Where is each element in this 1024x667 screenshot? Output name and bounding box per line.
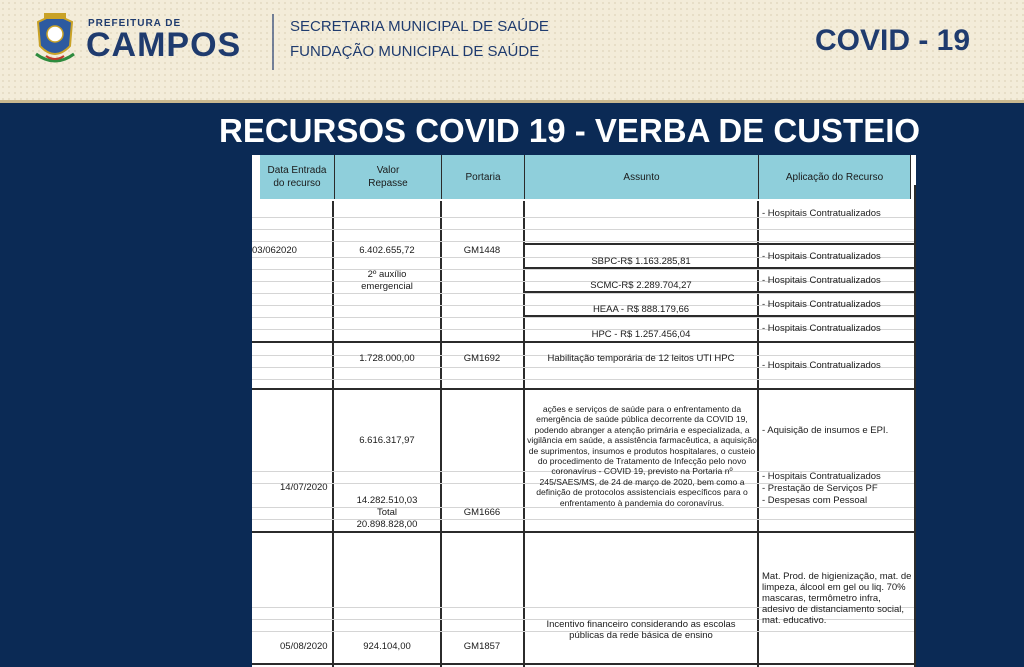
row-line bbox=[252, 317, 914, 318]
row1-aplicacao: - Hospitais Contratualizados bbox=[762, 299, 881, 310]
row2-aplicacao: - Hospitais Contratualizados bbox=[762, 360, 881, 371]
row3-valor-2: 14.282.510,03 bbox=[356, 495, 418, 506]
grid-line bbox=[252, 531, 914, 533]
row1-aplicacao: - Hospitais Contratualizados bbox=[762, 251, 881, 262]
row1-assunto-sbpc: SBPC-R$ 1.163.285,81 bbox=[591, 256, 691, 267]
row-line bbox=[252, 293, 914, 294]
grid-line bbox=[440, 201, 442, 667]
page-header bbox=[0, 0, 1024, 103]
row-line bbox=[252, 269, 914, 270]
logo-prefeitura-label: PREFEITURA DE bbox=[88, 18, 182, 29]
campos-coat-of-arms-icon bbox=[32, 10, 78, 70]
grid-line bbox=[524, 315, 914, 317]
row-line bbox=[252, 241, 914, 242]
header-divider bbox=[272, 14, 274, 70]
row1-auxilio: 2º auxílio emergencial bbox=[361, 269, 413, 292]
row3-portaria: GM1666 bbox=[463, 507, 501, 518]
row3-valor-1: 6.616.317,97 bbox=[359, 435, 415, 446]
row2-assunto: Habilitação temporária de 12 leitos UTI HPC bbox=[547, 353, 735, 364]
grid-line bbox=[914, 185, 916, 667]
row3-data: 14/07/2020 bbox=[280, 482, 328, 493]
row4-valor: 924.104,00 bbox=[363, 641, 411, 652]
row-line bbox=[252, 379, 914, 380]
row1-assunto-scmc: SCMC-R$ 2.289.704,27 bbox=[590, 280, 692, 291]
column-header-portaria: Portaria bbox=[442, 155, 525, 199]
row3-assunto: ações e serviços de saúde para o enfrentamento da emergência de saúde pública decorrente da COVID 19, podendo abranger a atenção primária e especializada, a vigilância em saúde, a assistência farmacêutica, a aquisição de suprimentos, insumos e produtos hospitalares, o custeio do procedimento de Tratamento de Infecção pelo novo coronavírus - COVID 19, previsto na Portaria nº 245/SAES/MS, de 24 de março de 2020, bem como a definição de protocolos assistenciais específicos para o enfrentamento à pandemia do coronavírus. bbox=[527, 404, 757, 508]
secretaria-label: SECRETARIA MUNICIPAL DE SAÚDE bbox=[290, 18, 549, 35]
row1-portaria: GM1448 bbox=[463, 245, 501, 256]
row1-valor: 6.402.655,72 bbox=[359, 245, 415, 256]
row1-assunto-hpc: HPC - R$ 1.257.456,04 bbox=[591, 329, 691, 340]
row-line bbox=[252, 229, 914, 230]
grid-line bbox=[524, 267, 914, 269]
row1-aplicacao: - Hospitais Contratualizados bbox=[762, 208, 881, 219]
grid-line bbox=[332, 201, 334, 667]
row1-aplicacao: - Hospitais Contratualizados bbox=[762, 275, 881, 286]
row3-aplicacao: - Hospitais Contratualizados bbox=[762, 471, 881, 482]
row4-portaria: GM1857 bbox=[463, 641, 501, 652]
grid-line bbox=[252, 341, 914, 343]
row3-total-label: Total bbox=[376, 507, 398, 518]
grid-line bbox=[252, 388, 914, 390]
covid-label: COVID - 19 bbox=[815, 24, 971, 57]
row4-assunto: Incentivo financeiro considerando as escolas públicas da rede básica de ensino bbox=[546, 619, 736, 641]
page-title: RECURSOS COVID 19 - VERBA DE CUSTEIO bbox=[219, 112, 921, 149]
row3-aplicacao: - Aquisição de insumos e EPI. bbox=[762, 425, 889, 436]
grid-line bbox=[523, 201, 525, 667]
row4-aplicacao: Mat. Prod. de higienização, mat. de limpeza, álcool em gel ou liq. 70% mascaras, termômetro infra, adesivo de distanciamento social, mat. educativo. bbox=[762, 571, 912, 626]
funding-table bbox=[252, 155, 916, 667]
row2-valor: 1.728.000,00 bbox=[359, 353, 415, 364]
row1-assunto-heaa: HEAA - R$ 888.179,66 bbox=[592, 304, 690, 315]
logo-campos-label: CAMPOS bbox=[86, 26, 242, 64]
fundacao-label: FUNDAÇÃO MUNICIPAL DE SAÚDE bbox=[290, 43, 540, 60]
row4-data: 05/08/2020 bbox=[280, 641, 328, 652]
grid-line bbox=[524, 291, 914, 293]
row2-portaria: GM1692 bbox=[463, 353, 501, 364]
row3-total-value: 20.898.828,00 bbox=[356, 519, 418, 530]
grid-line bbox=[524, 243, 914, 245]
column-header-data: Data Entrada do recurso bbox=[260, 155, 335, 199]
column-header-valor: Valor Repasse bbox=[335, 155, 442, 199]
row1-aplicacao: - Hospitais Contratualizados bbox=[762, 323, 881, 334]
row3-aplicacao: - Despesas com Pessoal bbox=[762, 495, 868, 506]
row1-data: 03/062020 bbox=[252, 245, 297, 256]
column-header-aplicacao: Aplicação do Recurso bbox=[759, 155, 911, 199]
row3-aplicacao: - Prestação de Serviços PF bbox=[762, 483, 878, 494]
column-header-assunto: Assunto bbox=[525, 155, 759, 199]
grid-line bbox=[252, 663, 914, 665]
